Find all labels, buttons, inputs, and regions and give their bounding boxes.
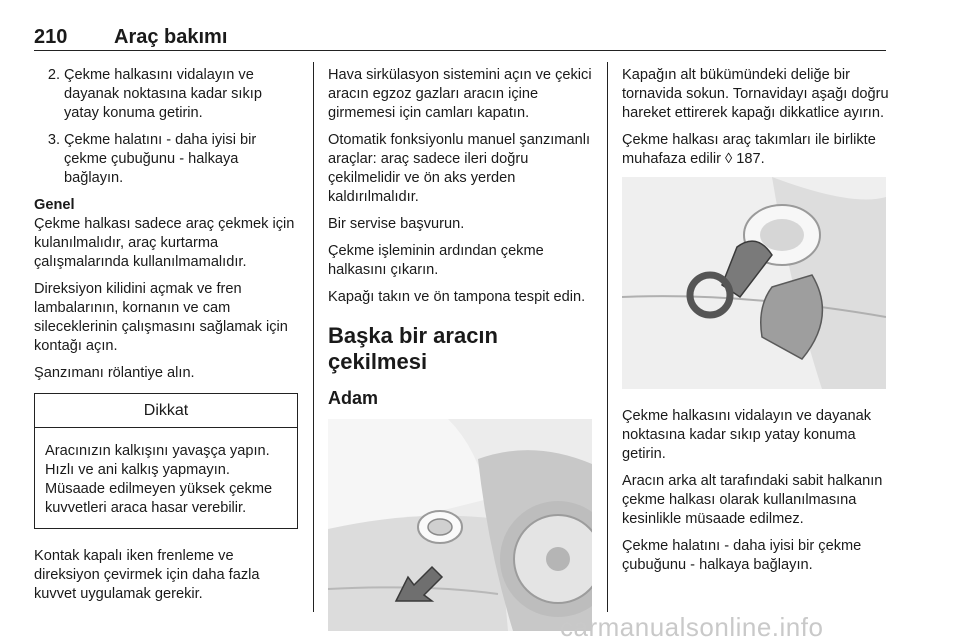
rear-tow-eye-illustration — [328, 419, 592, 631]
subsection-title: Adam — [328, 388, 379, 408]
caution-box — [34, 393, 298, 529]
section-title: Başka bir aracın çekilmesi — [328, 323, 498, 374]
step-number: 3. — [47, 132, 60, 148]
column-2 — [328, 66, 596, 631]
paragraph: Kapağın alt bükümündeki deliğe bir tornavida sokun. Tornavidayı aşağı doğru hareket ettirerek kapağı dikkatlice ayırın. — [622, 67, 889, 121]
general-heading: Genel — [34, 197, 75, 213]
paragraph: Direksiyon kilidini açmak ve fren lambalarının, kornanın ve cam sileceklerinin çalışmasını sağlamak için kontağı açın. — [34, 281, 288, 354]
column-divider-1 — [313, 62, 314, 612]
tow-eye-installed-illustration — [622, 177, 886, 389]
paragraph: Aracın arka alt tarafındaki sabit halkanın çekme halkası olarak kullanılmasına kesinlikle müsaade edilmez. — [622, 473, 883, 527]
paragraph: Hava sirkülasyon sistemini açın ve çekici aracın egzoz gazları aracın içine girmemesi için camları kapatın. — [328, 67, 592, 121]
paragraph: Çekme halkasını vidalayın ve dayanak noktasına kadar sıkıp yatay konuma getirin. — [622, 408, 872, 462]
caution-text: Aracınızın kalkışını yavaşça yapın. Hızlı ve ani kalkış yapmayın. Müsaade edilmeyen yüksek çekme kuvvetleri araca hasar verebilir. — [45, 443, 273, 516]
step-item — [34, 66, 300, 123]
paragraph: Otomatik fonksiyonlu manuel şanzımanlı araçlar: araç sadece ileri doğru çekilmelidir ve ön aks yerden kaldırılmalıdır. — [328, 132, 590, 205]
paragraph-text: Çekme halkası araç takımları ile birlikte muhafaza edilir — [622, 132, 876, 167]
watermark: carmanualsonline.info — [560, 612, 824, 642]
step-text: Çekme halkasını vidalayın ve dayanak noktasına kadar sıkıp yatay konuma getirin. — [64, 67, 262, 121]
paragraph: Çekme işleminin ardından çekme halkasını çıkarın. — [328, 243, 544, 278]
column-1 — [34, 66, 300, 612]
paragraph: Şanzımanı rölantiye alın. — [34, 365, 195, 381]
page-number: 210 — [34, 26, 68, 48]
step-item — [34, 131, 300, 188]
paragraph: Çekme halkası sadece araç çekmek için kulanılmalıdır, araç kurtarma çalışmalarında kullanılmamalıdır. — [34, 216, 295, 270]
step-number: 2. — [47, 67, 60, 83]
paragraph: Çekme halatını - daha iyisi bir çekme çubuğunu - halkaya bağlayın. — [622, 538, 862, 573]
step-text: Çekme halatını - daha iyisi bir çekme çubuğunu - halkaya bağlayın. — [64, 132, 257, 186]
paragraph: Kapağı takın ve ön tampona tespit edin. — [328, 289, 586, 305]
paragraph-with-ref — [622, 131, 890, 169]
page-reference-link[interactable]: ◊ 187. — [725, 151, 765, 167]
caution-title: Dikkat — [35, 394, 297, 428]
chapter-title: Araç bakımı — [114, 26, 228, 48]
header-rule — [34, 50, 886, 51]
paragraph: Bir servise başvurun. — [328, 216, 465, 232]
column-divider-2 — [607, 62, 608, 612]
column-3 — [622, 66, 890, 583]
page-header — [34, 26, 886, 48]
paragraph: Kontak kapalı iken frenleme ve direksiyon çevirmek için daha fazla kuvvet uygulamak gerekir. — [34, 548, 260, 602]
